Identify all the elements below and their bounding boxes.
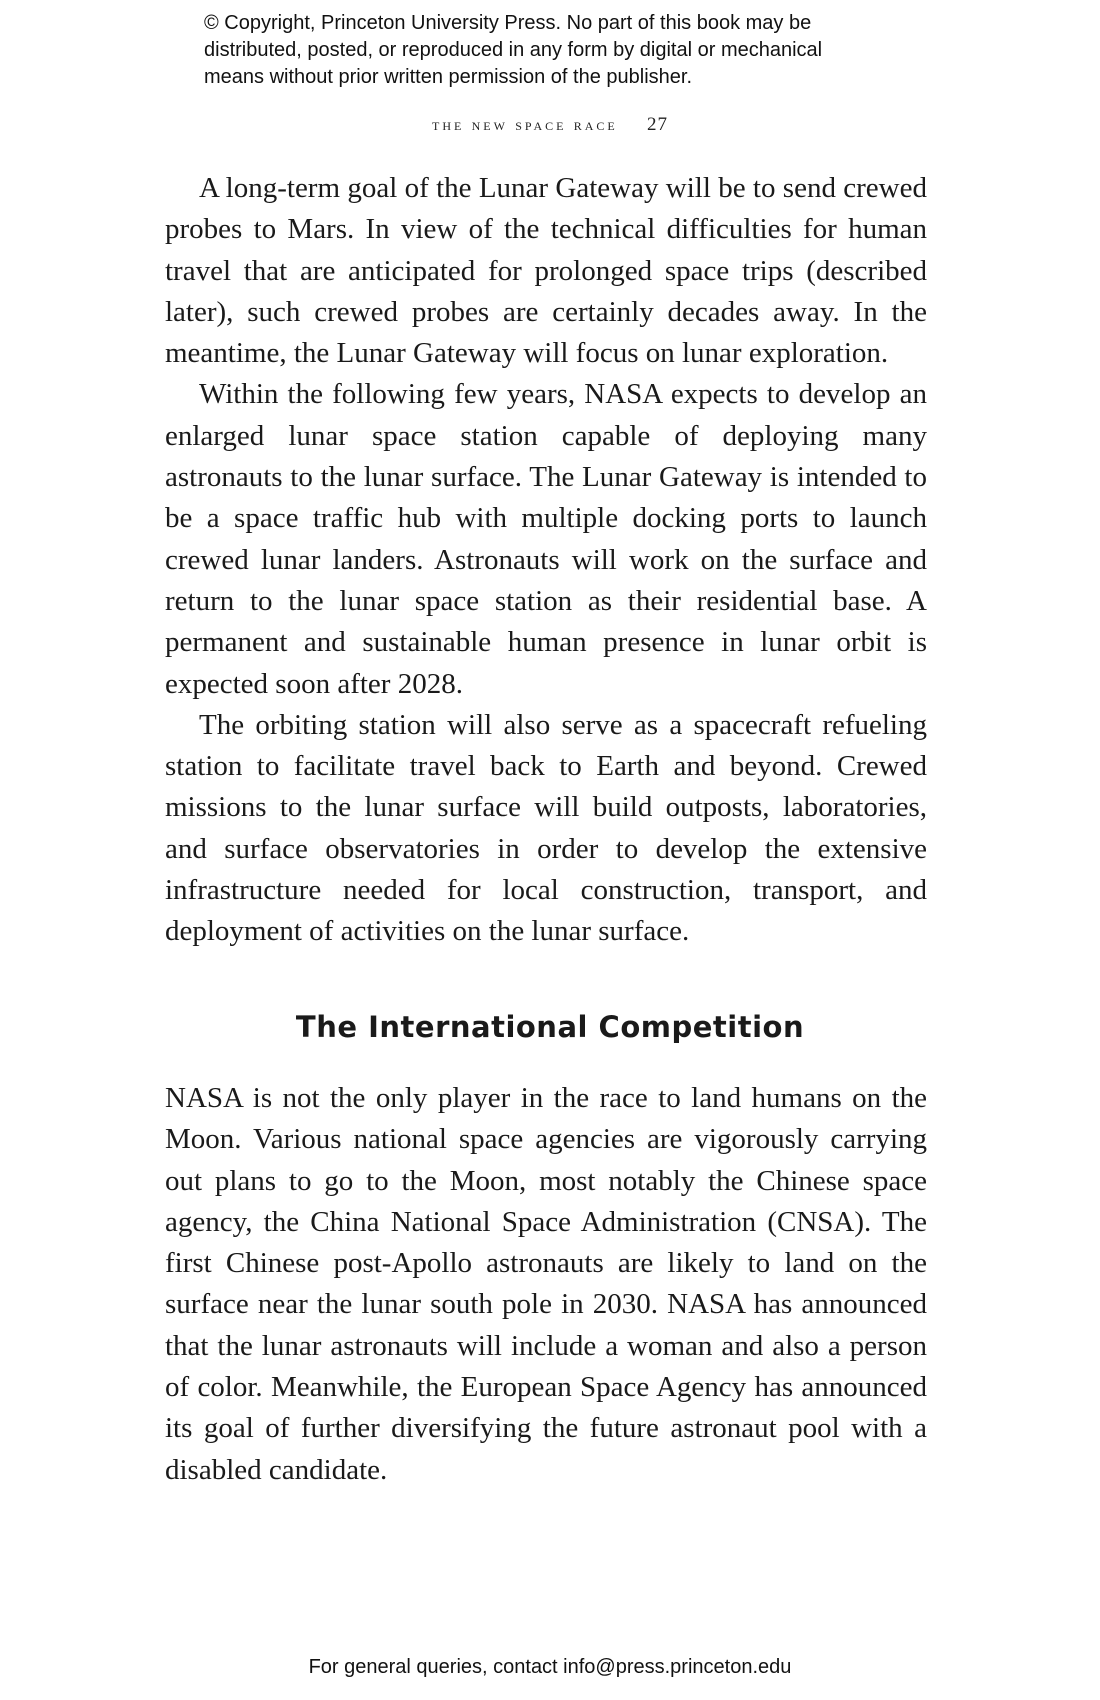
section-body [165,1078,927,1491]
page-number: 27 [646,114,668,135]
running-head-title: the new space race [432,115,618,134]
paragraph: Within the following few years, NASA expects to develop an enlarged lunar space station capable of deploying many astronauts to the lunar surface. The Lunar Gateway is intended to be a space traffic hub with multiple docking ports to launch crewed lunar landers. Astronauts will work on the surface and return to the lunar space station as their residential base. A permanent and sustainable human presence in lunar orbit is expected soon after 2028. [165,378,927,700]
paragraph: The orbiting station will also serve as a spacecraft refueling station to facilitate travel back to Earth and beyond. Crewed missions to the lunar surface will build outposts, laboratories, and surface observatories in order to develop the extensive infrastructure needed for local construction, transport, and deployment of activities on the lunar surface. [165,708,927,948]
paragraph: NASA is not the only player in the race to land humans on the Moon. Various national space agencies are vigorously carrying out plans to go to the Moon, most notably the Chinese space agency, the China National Space Administration (CNSA). The first Chinese post-Apollo astronauts are likely to land on the surface near the lunar south pole in 2030. NASA has announced that the lunar astronauts will include a woman and also a person of color. Meanwhile, the European Space Agency has announced its goal of further diversifying the future astronaut pool with a disabled candidate. [165,1082,927,1486]
copyright-notice [204,10,924,91]
copyright-line-2: distributed, posted, or reproduced in any form by digital or mechanical [204,39,823,61]
footer-contact: For general queries, contact info@press.princeton.edu [308,1656,792,1678]
paragraph: A long-term goal of the Lunar Gateway will be to send crewed probes to Mars. In view of the technical difficulties for human travel that are anticipated for prolonged space trips (described later), such crewed probes are certainly decades away. In the meantime, the Lunar Gateway will focus on lunar exploration. [165,172,927,370]
copyright-line-3: means without prior written permission of the publisher. [204,66,693,88]
copyright-line-1: © Copyright, Princeton University Press. No part of this book may be [204,12,812,34]
section-heading: The International Competition [295,1010,805,1044]
running-head [0,114,1100,136]
body-text [165,168,927,953]
